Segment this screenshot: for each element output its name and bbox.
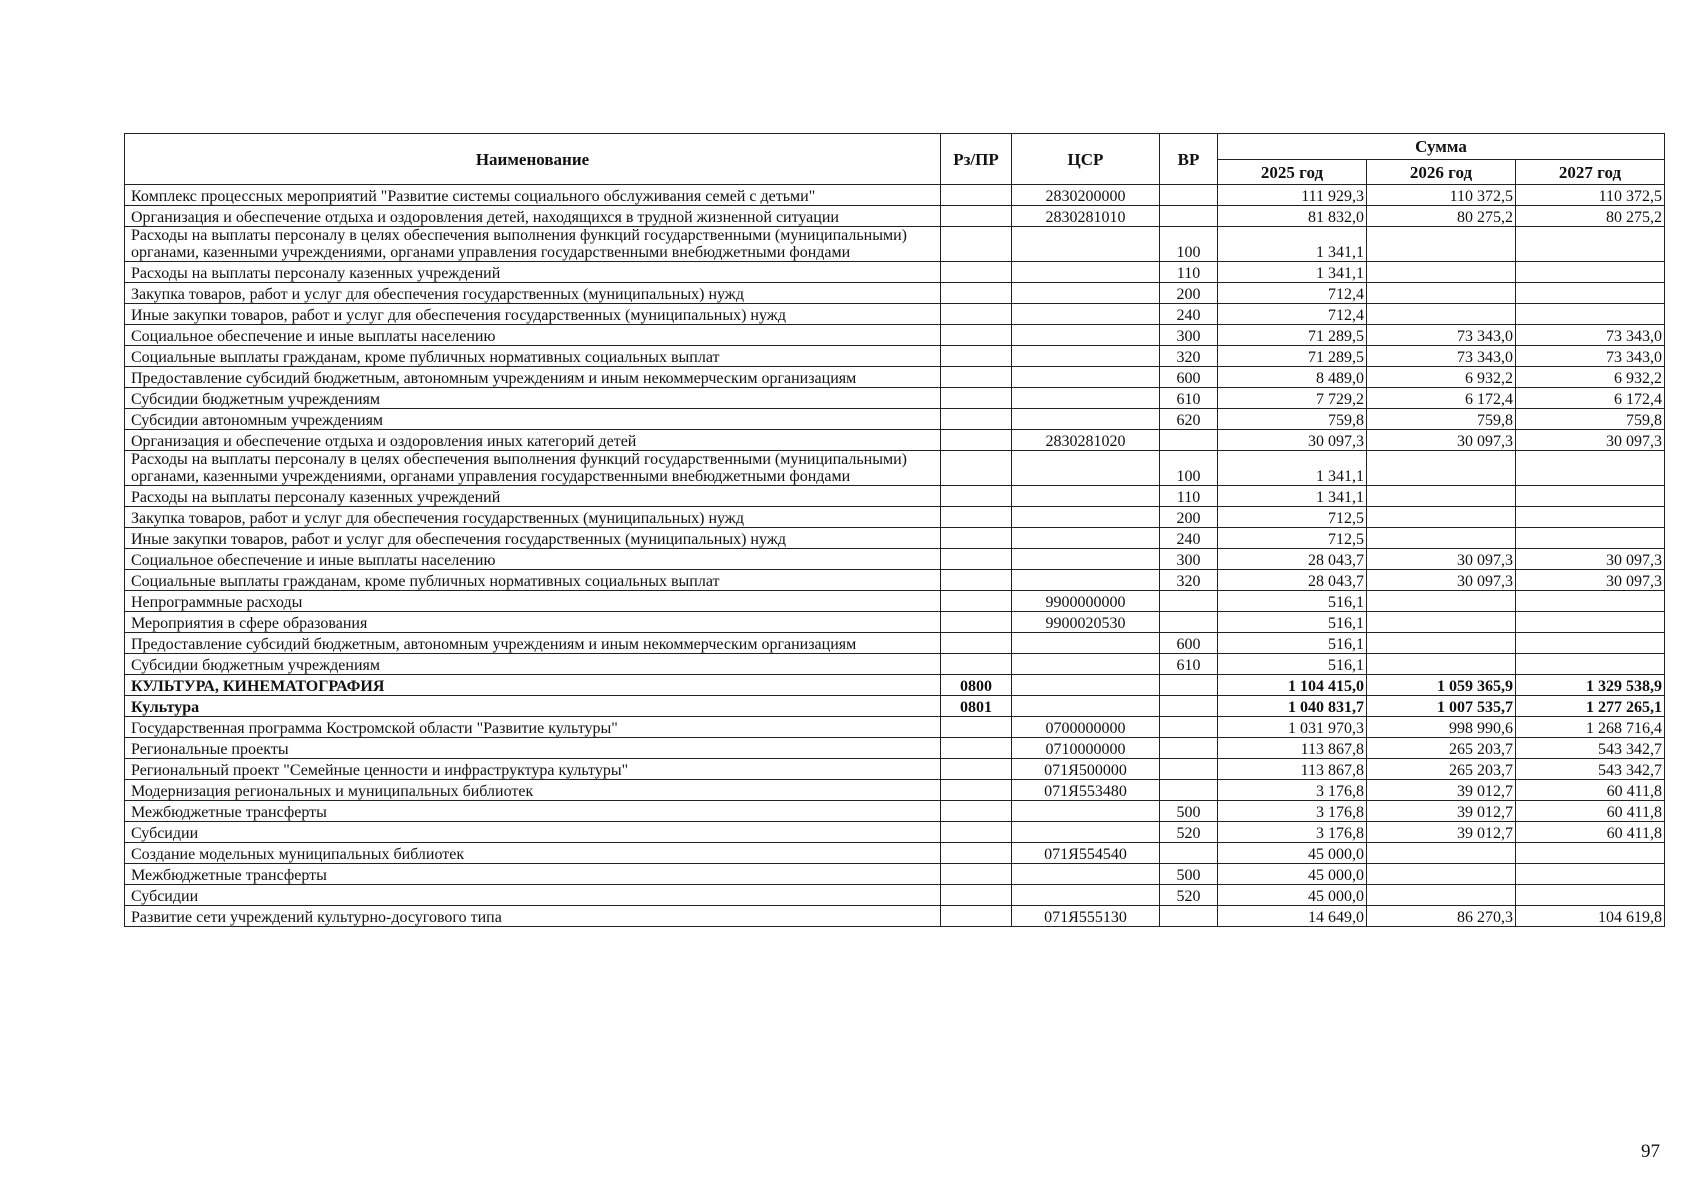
cell-vr: 300 xyxy=(1160,325,1218,346)
cell-name: Межбюджетные трансферты xyxy=(125,801,941,822)
cell-2025: 759,8 xyxy=(1218,409,1367,430)
cell-rzpr xyxy=(941,507,1012,528)
cell-csr: 2830200000 xyxy=(1012,185,1160,206)
table-header xyxy=(125,134,1665,185)
table-row xyxy=(125,367,1665,388)
cell-2027: 543 342,7 xyxy=(1516,738,1665,759)
cell-csr: 2830281010 xyxy=(1012,206,1160,227)
cell-csr: 071Я500000 xyxy=(1012,759,1160,780)
cell-2027: 30 097,3 xyxy=(1516,570,1665,591)
cell-csr xyxy=(1012,675,1160,696)
cell-2027 xyxy=(1516,654,1665,675)
table-row xyxy=(125,843,1665,864)
table-row xyxy=(125,430,1665,451)
table-row xyxy=(125,185,1665,206)
cell-2026: 6 172,4 xyxy=(1367,388,1516,409)
cell-2027: 30 097,3 xyxy=(1516,549,1665,570)
cell-name: Закупка товаров, работ и услуг для обеспечения государственных (муниципальных) нужд xyxy=(125,507,941,528)
cell-2026: 39 012,7 xyxy=(1367,780,1516,801)
cell-2027: 73 343,0 xyxy=(1516,325,1665,346)
cell-name: Закупка товаров, работ и услуг для обеспечения государственных (муниципальных) нужд xyxy=(125,283,941,304)
cell-csr xyxy=(1012,451,1160,486)
cell-2027 xyxy=(1516,864,1665,885)
cell-2025: 516,1 xyxy=(1218,654,1367,675)
header-sum: Сумма xyxy=(1218,134,1665,160)
cell-2026: 30 097,3 xyxy=(1367,549,1516,570)
cell-rzpr xyxy=(941,717,1012,738)
cell-csr xyxy=(1012,570,1160,591)
cell-name: Субсидии xyxy=(125,822,941,843)
cell-2026: 73 343,0 xyxy=(1367,346,1516,367)
cell-vr xyxy=(1160,759,1218,780)
cell-2026: 759,8 xyxy=(1367,409,1516,430)
cell-csr xyxy=(1012,262,1160,283)
cell-rzpr xyxy=(941,864,1012,885)
cell-name: Иные закупки товаров, работ и услуг для обеспечения государственных (муниципальных) нужд xyxy=(125,528,941,549)
table-row xyxy=(125,570,1665,591)
cell-2026: 30 097,3 xyxy=(1367,430,1516,451)
header-csr: ЦСР xyxy=(1012,134,1160,185)
table-row xyxy=(125,304,1665,325)
cell-rzpr xyxy=(941,388,1012,409)
cell-2027 xyxy=(1516,885,1665,906)
cell-2025: 1 341,1 xyxy=(1218,486,1367,507)
cell-2026: 998 990,6 xyxy=(1367,717,1516,738)
cell-vr: 610 xyxy=(1160,388,1218,409)
cell-name: Культура xyxy=(125,696,941,717)
cell-2027 xyxy=(1516,227,1665,262)
cell-2027 xyxy=(1516,843,1665,864)
cell-name: Социальные выплаты гражданам, кроме публичных нормативных социальных выплат xyxy=(125,346,941,367)
cell-2027: 80 275,2 xyxy=(1516,206,1665,227)
cell-2026: 86 270,3 xyxy=(1367,906,1516,927)
cell-csr xyxy=(1012,654,1160,675)
cell-csr xyxy=(1012,388,1160,409)
cell-2025: 516,1 xyxy=(1218,633,1367,654)
cell-vr xyxy=(1160,206,1218,227)
cell-2026 xyxy=(1367,507,1516,528)
cell-rzpr xyxy=(941,780,1012,801)
cell-rzpr xyxy=(941,346,1012,367)
cell-rzpr xyxy=(941,486,1012,507)
header-2025: 2025 год xyxy=(1218,160,1367,185)
cell-vr: 240 xyxy=(1160,304,1218,325)
cell-rzpr xyxy=(941,367,1012,388)
cell-csr xyxy=(1012,283,1160,304)
cell-2026 xyxy=(1367,591,1516,612)
cell-csr xyxy=(1012,227,1160,262)
cell-vr xyxy=(1160,430,1218,451)
cell-2025: 28 043,7 xyxy=(1218,549,1367,570)
cell-vr: 200 xyxy=(1160,283,1218,304)
cell-csr xyxy=(1012,486,1160,507)
cell-vr: 320 xyxy=(1160,570,1218,591)
cell-2025: 3 176,8 xyxy=(1218,801,1367,822)
cell-name: Социальное обеспечение и иные выплаты населению xyxy=(125,549,941,570)
table-row xyxy=(125,759,1665,780)
cell-2025: 30 097,3 xyxy=(1218,430,1367,451)
cell-name: Развитие сети учреждений культурно-досугового типа xyxy=(125,906,941,927)
cell-2027 xyxy=(1516,262,1665,283)
table-row xyxy=(125,738,1665,759)
cell-2026: 73 343,0 xyxy=(1367,325,1516,346)
cell-2026 xyxy=(1367,283,1516,304)
cell-csr: 2830281020 xyxy=(1012,430,1160,451)
cell-name: Комплекс процессных мероприятий "Развитие системы социального обслуживания семей с детьми" xyxy=(125,185,941,206)
cell-2027: 60 411,8 xyxy=(1516,801,1665,822)
cell-name: Предоставление субсидий бюджетным, автономным учреждениям и иным некоммерческим организациям xyxy=(125,633,941,654)
cell-2025: 7 729,2 xyxy=(1218,388,1367,409)
cell-csr: 0710000000 xyxy=(1012,738,1160,759)
cell-2027 xyxy=(1516,486,1665,507)
page-number: 97 xyxy=(1641,1141,1660,1162)
cell-2027: 6 932,2 xyxy=(1516,367,1665,388)
table-row xyxy=(125,549,1665,570)
cell-2026 xyxy=(1367,528,1516,549)
cell-name: Расходы на выплаты персоналу казенных учреждений xyxy=(125,486,941,507)
header-rzpr: Рз/ПР xyxy=(941,134,1012,185)
cell-2025: 28 043,7 xyxy=(1218,570,1367,591)
cell-2025: 3 176,8 xyxy=(1218,780,1367,801)
cell-2026 xyxy=(1367,227,1516,262)
table-row xyxy=(125,388,1665,409)
cell-rzpr xyxy=(941,430,1012,451)
cell-2025: 45 000,0 xyxy=(1218,864,1367,885)
cell-vr: 100 xyxy=(1160,451,1218,486)
cell-2027: 543 342,7 xyxy=(1516,759,1665,780)
cell-2025: 516,1 xyxy=(1218,591,1367,612)
cell-2027: 60 411,8 xyxy=(1516,780,1665,801)
table-row xyxy=(125,325,1665,346)
cell-csr: 9900020530 xyxy=(1012,612,1160,633)
header-vr: ВР xyxy=(1160,134,1218,185)
cell-csr xyxy=(1012,696,1160,717)
header-name: Наименование xyxy=(125,134,941,185)
cell-2025: 516,1 xyxy=(1218,612,1367,633)
cell-name: Предоставление субсидий бюджетным, автономным учреждениям и иным некоммерческим организациям xyxy=(125,367,941,388)
cell-csr xyxy=(1012,409,1160,430)
cell-name: Создание модельных муниципальных библиотек xyxy=(125,843,941,864)
cell-2026: 265 203,7 xyxy=(1367,759,1516,780)
cell-name: Межбюджетные трансферты xyxy=(125,864,941,885)
cell-vr xyxy=(1160,906,1218,927)
cell-csr: 0700000000 xyxy=(1012,717,1160,738)
cell-2025: 1 341,1 xyxy=(1218,262,1367,283)
cell-csr: 9900000000 xyxy=(1012,591,1160,612)
cell-name: Региональный проект "Семейные ценности и инфраструктура культуры" xyxy=(125,759,941,780)
cell-csr xyxy=(1012,801,1160,822)
cell-vr xyxy=(1160,696,1218,717)
cell-2025: 1 341,1 xyxy=(1218,227,1367,262)
cell-rzpr xyxy=(941,528,1012,549)
cell-2026 xyxy=(1367,612,1516,633)
cell-vr: 200 xyxy=(1160,507,1218,528)
cell-csr xyxy=(1012,528,1160,549)
cell-vr: 110 xyxy=(1160,262,1218,283)
cell-vr: 520 xyxy=(1160,885,1218,906)
cell-2026: 80 275,2 xyxy=(1367,206,1516,227)
header-2027: 2027 год xyxy=(1516,160,1665,185)
cell-vr: 600 xyxy=(1160,367,1218,388)
cell-2025: 3 176,8 xyxy=(1218,822,1367,843)
cell-name: КУЛЬТУРА, КИНЕМАТОГРАФИЯ xyxy=(125,675,941,696)
table-row xyxy=(125,654,1665,675)
cell-rzpr xyxy=(941,325,1012,346)
cell-2027: 60 411,8 xyxy=(1516,822,1665,843)
table-row xyxy=(125,696,1665,717)
cell-2026 xyxy=(1367,262,1516,283)
table-row xyxy=(125,822,1665,843)
cell-rzpr xyxy=(941,262,1012,283)
table-body xyxy=(125,185,1665,927)
cell-vr: 100 xyxy=(1160,227,1218,262)
cell-2025: 1 031 970,3 xyxy=(1218,717,1367,738)
cell-rzpr xyxy=(941,185,1012,206)
cell-csr xyxy=(1012,304,1160,325)
table-row xyxy=(125,346,1665,367)
cell-2027 xyxy=(1516,528,1665,549)
table-row xyxy=(125,801,1665,822)
budget-table xyxy=(124,133,1665,927)
cell-2025: 712,4 xyxy=(1218,283,1367,304)
cell-rzpr xyxy=(941,612,1012,633)
cell-vr: 610 xyxy=(1160,654,1218,675)
cell-csr xyxy=(1012,325,1160,346)
cell-vr: 300 xyxy=(1160,549,1218,570)
cell-vr: 110 xyxy=(1160,486,1218,507)
table-row xyxy=(125,451,1665,486)
cell-csr: 071Я553480 xyxy=(1012,780,1160,801)
table-row xyxy=(125,206,1665,227)
cell-rzpr: 0800 xyxy=(941,675,1012,696)
cell-2025: 1 104 415,0 xyxy=(1218,675,1367,696)
cell-rzpr xyxy=(941,570,1012,591)
cell-2026 xyxy=(1367,654,1516,675)
cell-name: Расходы на выплаты персоналу в целях обеспечения выполнения функций государственными (муниципальными) органами, казенными учреждениями, органами управления государственными внебюджетными фондами xyxy=(125,227,941,262)
cell-csr: 071Я555130 xyxy=(1012,906,1160,927)
cell-name: Расходы на выплаты персоналу в целях обеспечения выполнения функций государственными (муниципальными) органами, казенными учреждениями, органами управления государственными внебюджетными фондами xyxy=(125,451,941,486)
cell-2027: 110 372,5 xyxy=(1516,185,1665,206)
cell-name: Субсидии бюджетным учреждениям xyxy=(125,388,941,409)
cell-name: Субсидии xyxy=(125,885,941,906)
cell-name: Субсидии бюджетным учреждениям xyxy=(125,654,941,675)
budget-table-sheet xyxy=(124,133,1664,927)
cell-2025: 45 000,0 xyxy=(1218,843,1367,864)
cell-2025: 14 649,0 xyxy=(1218,906,1367,927)
cell-rzpr xyxy=(941,283,1012,304)
table-row xyxy=(125,885,1665,906)
cell-vr xyxy=(1160,591,1218,612)
table-row xyxy=(125,528,1665,549)
cell-name: Мероприятия в сфере образования xyxy=(125,612,941,633)
cell-2025: 712,4 xyxy=(1218,304,1367,325)
cell-2027 xyxy=(1516,304,1665,325)
table-row xyxy=(125,227,1665,262)
cell-2027: 1 329 538,9 xyxy=(1516,675,1665,696)
cell-name: Непрограммные расходы xyxy=(125,591,941,612)
cell-vr: 500 xyxy=(1160,801,1218,822)
cell-rzpr xyxy=(941,822,1012,843)
cell-2025: 71 289,5 xyxy=(1218,346,1367,367)
cell-rzpr xyxy=(941,906,1012,927)
cell-rzpr xyxy=(941,633,1012,654)
cell-2025: 712,5 xyxy=(1218,528,1367,549)
cell-2025: 1 040 831,7 xyxy=(1218,696,1367,717)
cell-2027 xyxy=(1516,612,1665,633)
table-row xyxy=(125,906,1665,927)
cell-2025: 1 341,1 xyxy=(1218,451,1367,486)
cell-2026: 1 007 535,7 xyxy=(1367,696,1516,717)
cell-2025: 8 489,0 xyxy=(1218,367,1367,388)
cell-2026: 265 203,7 xyxy=(1367,738,1516,759)
cell-2027: 6 172,4 xyxy=(1516,388,1665,409)
cell-name: Организация и обеспечение отдыха и оздоровления детей, находящихся в трудной жизненной ситуации xyxy=(125,206,941,227)
cell-name: Региональные проекты xyxy=(125,738,941,759)
cell-vr xyxy=(1160,612,1218,633)
cell-rzpr xyxy=(941,843,1012,864)
cell-vr: 600 xyxy=(1160,633,1218,654)
cell-name: Социальные выплаты гражданам, кроме публичных нормативных социальных выплат xyxy=(125,570,941,591)
cell-vr xyxy=(1160,843,1218,864)
cell-name: Модернизация региональных и муниципальных библиотек xyxy=(125,780,941,801)
cell-vr xyxy=(1160,675,1218,696)
cell-csr xyxy=(1012,346,1160,367)
cell-csr xyxy=(1012,549,1160,570)
table-row xyxy=(125,262,1665,283)
cell-name: Организация и обеспечение отдыха и оздоровления иных категорий детей xyxy=(125,430,941,451)
cell-rzpr xyxy=(941,549,1012,570)
cell-2027 xyxy=(1516,507,1665,528)
cell-vr: 520 xyxy=(1160,822,1218,843)
cell-2025: 113 867,8 xyxy=(1218,738,1367,759)
cell-2027 xyxy=(1516,591,1665,612)
cell-2025: 81 832,0 xyxy=(1218,206,1367,227)
cell-2027: 104 619,8 xyxy=(1516,906,1665,927)
cell-vr: 320 xyxy=(1160,346,1218,367)
cell-csr xyxy=(1012,507,1160,528)
cell-csr xyxy=(1012,864,1160,885)
cell-rzpr xyxy=(941,885,1012,906)
cell-2026: 39 012,7 xyxy=(1367,822,1516,843)
cell-rzpr xyxy=(941,304,1012,325)
cell-rzpr xyxy=(941,409,1012,430)
table-row xyxy=(125,612,1665,633)
table-row xyxy=(125,675,1665,696)
cell-vr xyxy=(1160,185,1218,206)
table-row xyxy=(125,283,1665,304)
cell-name: Иные закупки товаров, работ и услуг для обеспечения государственных (муниципальных) нужд xyxy=(125,304,941,325)
cell-2026 xyxy=(1367,304,1516,325)
cell-2027: 1 268 716,4 xyxy=(1516,717,1665,738)
cell-2026: 39 012,7 xyxy=(1367,801,1516,822)
cell-2026 xyxy=(1367,633,1516,654)
cell-2025: 71 289,5 xyxy=(1218,325,1367,346)
cell-vr xyxy=(1160,717,1218,738)
cell-2027: 1 277 265,1 xyxy=(1516,696,1665,717)
cell-name: Социальное обеспечение и иные выплаты населению xyxy=(125,325,941,346)
table-row xyxy=(125,507,1665,528)
table-row xyxy=(125,633,1665,654)
cell-vr xyxy=(1160,738,1218,759)
cell-name: Государственная программа Костромской области "Развитие культуры" xyxy=(125,717,941,738)
cell-rzpr xyxy=(941,451,1012,486)
cell-rzpr xyxy=(941,591,1012,612)
table-row xyxy=(125,591,1665,612)
table-row xyxy=(125,409,1665,430)
cell-rzpr xyxy=(941,654,1012,675)
cell-rzpr xyxy=(941,801,1012,822)
cell-2027 xyxy=(1516,283,1665,304)
cell-vr: 500 xyxy=(1160,864,1218,885)
cell-csr xyxy=(1012,633,1160,654)
cell-2026 xyxy=(1367,885,1516,906)
table-row xyxy=(125,717,1665,738)
cell-2026 xyxy=(1367,451,1516,486)
cell-2026: 30 097,3 xyxy=(1367,570,1516,591)
cell-rzpr xyxy=(941,738,1012,759)
cell-2027: 30 097,3 xyxy=(1516,430,1665,451)
cell-name: Расходы на выплаты персоналу казенных учреждений xyxy=(125,262,941,283)
cell-rzpr xyxy=(941,227,1012,262)
cell-2026 xyxy=(1367,864,1516,885)
cell-2026: 110 372,5 xyxy=(1367,185,1516,206)
cell-2025: 45 000,0 xyxy=(1218,885,1367,906)
cell-2026 xyxy=(1367,843,1516,864)
cell-2026: 6 932,2 xyxy=(1367,367,1516,388)
cell-vr xyxy=(1160,780,1218,801)
cell-vr: 620 xyxy=(1160,409,1218,430)
table-row xyxy=(125,486,1665,507)
cell-name: Субсидии автономным учреждениям xyxy=(125,409,941,430)
table-row xyxy=(125,864,1665,885)
cell-2027: 759,8 xyxy=(1516,409,1665,430)
cell-rzpr: 0801 xyxy=(941,696,1012,717)
cell-2027 xyxy=(1516,451,1665,486)
cell-csr xyxy=(1012,885,1160,906)
cell-2025: 113 867,8 xyxy=(1218,759,1367,780)
cell-rzpr xyxy=(941,759,1012,780)
cell-2027 xyxy=(1516,633,1665,654)
cell-vr: 240 xyxy=(1160,528,1218,549)
cell-2026: 1 059 365,9 xyxy=(1367,675,1516,696)
cell-rzpr xyxy=(941,206,1012,227)
cell-csr: 071Я554540 xyxy=(1012,843,1160,864)
cell-2025: 712,5 xyxy=(1218,507,1367,528)
cell-csr xyxy=(1012,367,1160,388)
cell-csr xyxy=(1012,822,1160,843)
cell-2025: 111 929,3 xyxy=(1218,185,1367,206)
header-2026: 2026 год xyxy=(1367,160,1516,185)
table-row xyxy=(125,780,1665,801)
cell-2026 xyxy=(1367,486,1516,507)
cell-2027: 73 343,0 xyxy=(1516,346,1665,367)
